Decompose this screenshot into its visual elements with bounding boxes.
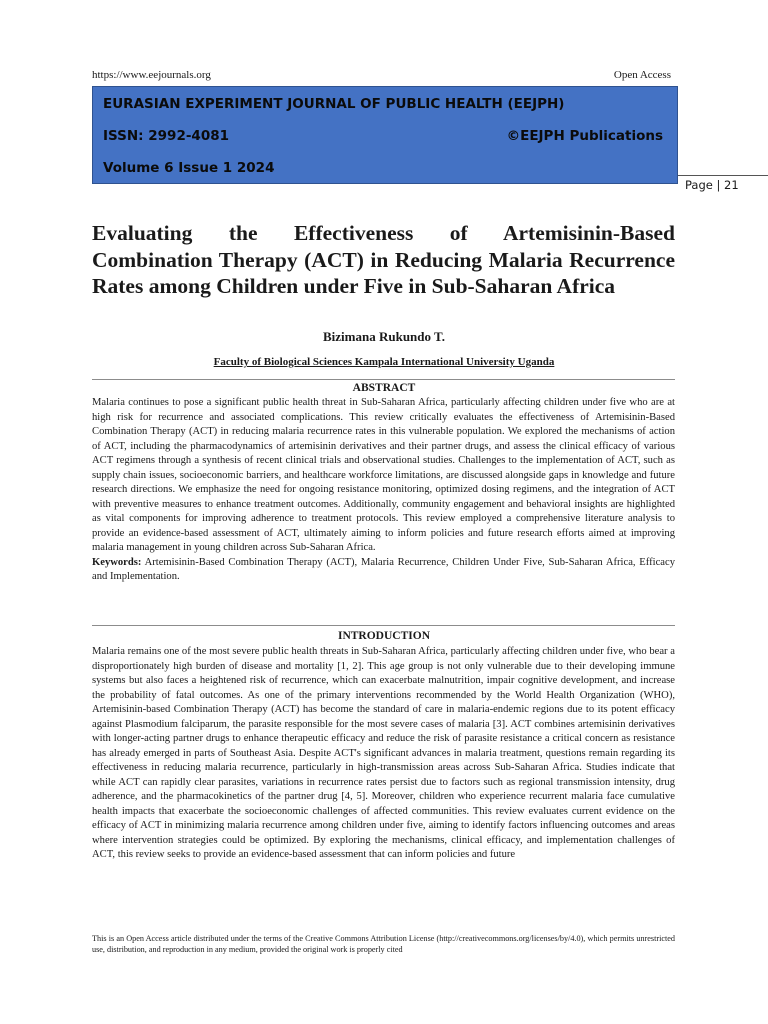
page-number-rule bbox=[678, 175, 768, 176]
license-notice: This is an Open Access article distributed under the terms of the Creative Commons Attribution License (http://creativecommons.org/licenses/by/4.0), which permits unrestricted use, distribution, and reproduction in any medium, provided the original work is properly cited bbox=[92, 934, 675, 954]
journal-banner bbox=[92, 86, 678, 184]
author-affiliation: Faculty of Biological Sciences Kampala International University Uganda bbox=[213, 356, 555, 368]
journal-url[interactable]: https://www.eejournals.org bbox=[92, 69, 211, 81]
abstract-text: Malaria continues to pose a significant public health threat in Sub-Saharan Africa, particularly affecting children under five who are at high risk for recurrence and associated complications. This review critically evaluates the effectiveness of Artemisinin-Based Combination Therapy (ACT) in reducing malaria recurrence rates in this vulnerable population. We explored the mechanisms of action of ACT, including the pharmacodynamics of artemisinin derivatives and their partner drugs, and assess the clinical efficacy of various ACT regimens through a synthesis of recent clinical trials and observational studies. Challenges to the implementation of ACT, such as supply chain issues, socioeconomic barriers, and healthcare workforce limitations, are discussed alongside gaps in knowledge and future research directions. We emphasize the need for ongoing resistance monitoring, optimized dosing regimens, and the integration of ACT with preventive measures to enhance treatment outcomes. Additionally, community engagement and behavioral insights are highlighted as vital components for improving adherence to treatment protocols. This review employed a comprehensive literature analysis to provide an evidence-based assessment of ACT, ultimately aiming to inform policies and future research efforts aimed at improving malaria management in young children across Sub-Saharan Africa. bbox=[92, 397, 675, 553]
keywords-text: Artemisinin-Based Combination Therapy (ACT), Malaria Recurrence, Children Under Five, Sub-Saharan Africa, Efficacy and Implementation. bbox=[92, 556, 675, 582]
journal-title: EURASIAN EXPERIMENT JOURNAL OF PUBLIC HEALTH (EEJPH) bbox=[103, 96, 565, 112]
journal-issn: ISSN: 2992-4081 bbox=[103, 128, 230, 144]
keywords-label: Keywords: bbox=[92, 556, 142, 568]
abstract-bottom-divider bbox=[92, 625, 675, 626]
introduction-text: Malaria remains one of the most severe public health threats in Sub-Saharan Africa, particularly affecting children under five, who bear a disproportionately high burden of disease and mortality [1, 2]. This age group is not only vulnerable due to their developing immune systems but also faces a heightened risk of recurrence, which can exacerbate malnutrition, impair cognitive development, and increase the probability of fatal outcomes. As one of the primary interventions recommended by the World Health Organization (WHO), Artemisinin-based Combination Therapy (ACT) has become the standard of care in malaria-endemic regions due to its potent efficacy against Plasmodium falciparum, the parasite responsible for the most severe cases of malaria [3]. ACT combines artemisinin derivatives with longer-acting partner drugs to enhance therapeutic efficacy and reduce the risk of parasite resistance a critical concern as resistance has already emerged in parts of Southeast Asia. Despite ACT's significant advances in malaria treatment, questions remain regarding its effectiveness in reducing malaria recurrence, particularly in high-transmission areas across Sub-Saharan Africa. Studies indicate that while ACT can rapidly clear parasites, variations in recurrence rates persist due to factors such as regional transmission intensity, drug adherence, and the pharmacokinetics of the partner drug [4, 5]. Moreover, children who experience recurrent malaria face cumulative health impacts that exacerbate the socioeconomic challenges of affected communities. This review evaluates current evidence on the efficacy of ACT in minimizing malaria recurrence among children under five, aiming to identify factors influencing outcomes and areas where intervention strategies could be optimized. By exploring the mechanisms, clinical efficacy, and implementation challenges of ACT, this review seeks to provide an evidence-based assessment that can inform policies and future bbox=[92, 646, 675, 860]
introduction-heading: INTRODUCTION bbox=[337, 630, 430, 642]
article-title: Evaluating the Effectiveness of Artemisinin-Based Combination Therapy (ACT) in Reducing Malaria Recurrence Rates among Children under Five in Sub-Saharan Africa bbox=[92, 221, 675, 298]
article-author: Bizimana Rukundo T. bbox=[323, 329, 445, 344]
journal-volume: Volume 6 Issue 1 2024 bbox=[103, 160, 275, 176]
open-access-label: Open Access bbox=[613, 69, 671, 81]
keywords-line bbox=[92, 556, 675, 585]
journal-publisher: ©EEJPH Publications bbox=[506, 128, 663, 144]
introduction-section bbox=[92, 645, 675, 863]
abstract-section bbox=[92, 396, 675, 585]
page-number: Page | 21 bbox=[685, 178, 739, 192]
abstract-top-divider bbox=[92, 379, 675, 380]
abstract-heading: ABSTRACT bbox=[352, 382, 416, 394]
